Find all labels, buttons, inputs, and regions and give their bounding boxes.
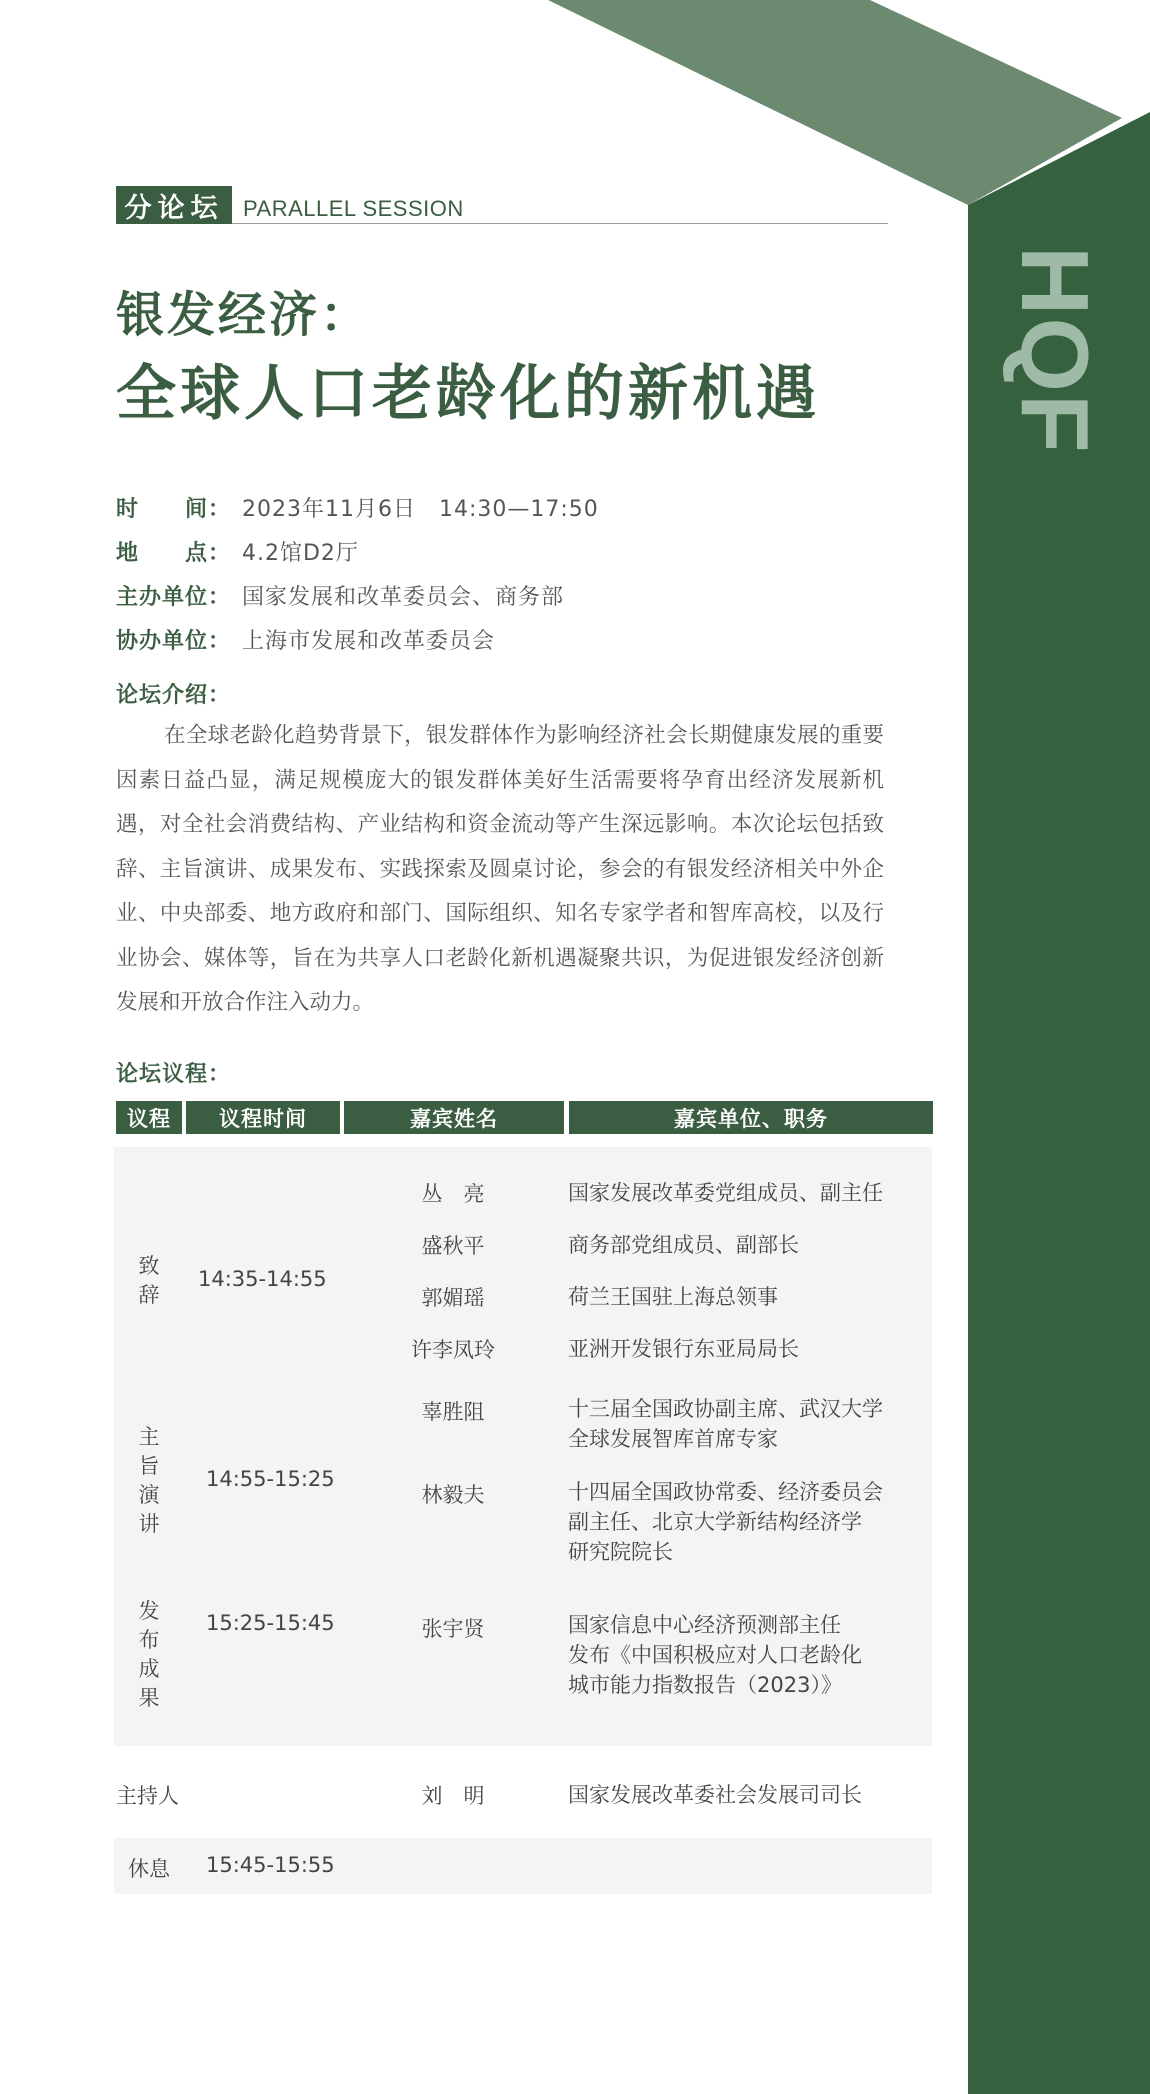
guest-org: 国家信息中心经济预测部主任 发布《中国积极应对人口老龄化 城市能力指数报告（2023）》 bbox=[568, 1613, 862, 1697]
info-cohost bbox=[116, 624, 495, 655]
column-header-time: 议程时间 bbox=[186, 1101, 340, 1134]
intro-heading: 论坛介绍： bbox=[116, 683, 232, 708]
hqf-logo: HQF bbox=[1001, 246, 1108, 455]
agenda-item-label: 发 布 成 果 bbox=[138, 1599, 160, 1710]
guest-name: 郭媚瑶 bbox=[421, 1286, 485, 1310]
agenda-time: 14:55-15:25 bbox=[206, 1467, 335, 1491]
break-label: 休息 bbox=[128, 1857, 170, 1881]
info-label: 地 点： bbox=[116, 541, 232, 566]
guest-org: 国家发展改革委党组成员、副主任 bbox=[568, 1181, 883, 1205]
page-title-line2: 全球人口老龄化的新机遇 bbox=[116, 359, 820, 429]
info-value: 国家发展和改革委员会、商务部 bbox=[242, 585, 565, 610]
guest-name: 辜胜阻 bbox=[421, 1400, 485, 1424]
info-value: 4.2馆D2厅 bbox=[242, 541, 359, 566]
guest-name: 林毅夫 bbox=[421, 1483, 485, 1507]
page-title-line1: 银发经济： bbox=[116, 287, 372, 343]
intro-text: 在全球老龄化趋势背景下，银发群体作为影响经济社会长期健康发展的重要因素日益凸显，满足规模庞大的银发群体美好生活需要将孕育出经济发展新机遇，对全社会消费结构、产业结构和资金流动等产生深远影响。本次论坛包括致辞、主旨演讲、成果发布、实践探索及圆桌讨论，参会的有银发经济相关中外企业、中央部委、地方政府和部门、国际组织、知名专家学者和智库高校，以及行业协会、媒体等，旨在为共享人口老龄化新机遇凝聚共识，为促进银发经济创新发展和开放合作注入动力。 bbox=[116, 723, 884, 1015]
info-location bbox=[116, 536, 359, 567]
host-label: 主持人 bbox=[116, 1784, 179, 1808]
guest-name: 丛 亮 bbox=[421, 1182, 485, 1206]
host-org: 国家发展改革委社会发展司司长 bbox=[568, 1783, 862, 1807]
column-header-guest: 嘉宾姓名 bbox=[344, 1101, 564, 1134]
host-name: 刘 明 bbox=[421, 1784, 485, 1808]
info-label: 时 间： bbox=[116, 497, 232, 522]
session-tag: 分论坛 bbox=[116, 186, 232, 224]
agenda-item-label: 致 辞 bbox=[138, 1254, 160, 1307]
guest-org: 亚洲开发银行东亚局局长 bbox=[568, 1337, 799, 1361]
guest-name: 张宇贤 bbox=[421, 1617, 485, 1641]
guest-name: 许李凤玲 bbox=[411, 1338, 495, 1362]
header-divider bbox=[232, 223, 888, 224]
column-header-item: 议程 bbox=[116, 1101, 182, 1134]
guest-org: 荷兰王国驻上海总领事 bbox=[568, 1285, 778, 1309]
session-tag-en: PARALLEL SESSION bbox=[243, 196, 464, 221]
agenda-item-label: 主 旨 演 讲 bbox=[138, 1425, 160, 1536]
info-value: 上海市发展和改革委员会 bbox=[242, 629, 496, 654]
break-time: 15:45-15:55 bbox=[206, 1853, 335, 1877]
info-value: 2023年11月6日 14:30—17:50 bbox=[242, 497, 599, 522]
guest-name: 盛秋平 bbox=[421, 1234, 485, 1258]
column-header-org: 嘉宾单位、职务 bbox=[569, 1101, 933, 1134]
guest-org: 商务部党组成员、副部长 bbox=[568, 1233, 799, 1257]
info-host bbox=[116, 580, 564, 611]
guest-org: 十三届全国政协副主席、武汉大学 全球发展智库首席专家 bbox=[568, 1397, 883, 1451]
agenda-heading: 论坛议程： bbox=[116, 1062, 232, 1087]
info-label: 协办单位： bbox=[116, 629, 232, 654]
agenda-time: 15:25-15:45 bbox=[206, 1611, 335, 1635]
info-label: 主办单位： bbox=[116, 585, 232, 610]
info-time bbox=[116, 492, 599, 523]
agenda-time: 14:35-14:55 bbox=[198, 1267, 327, 1291]
guest-org: 十四届全国政协常委、经济委员会 副主任、北京大学新结构经济学 研究院院长 bbox=[568, 1480, 883, 1564]
